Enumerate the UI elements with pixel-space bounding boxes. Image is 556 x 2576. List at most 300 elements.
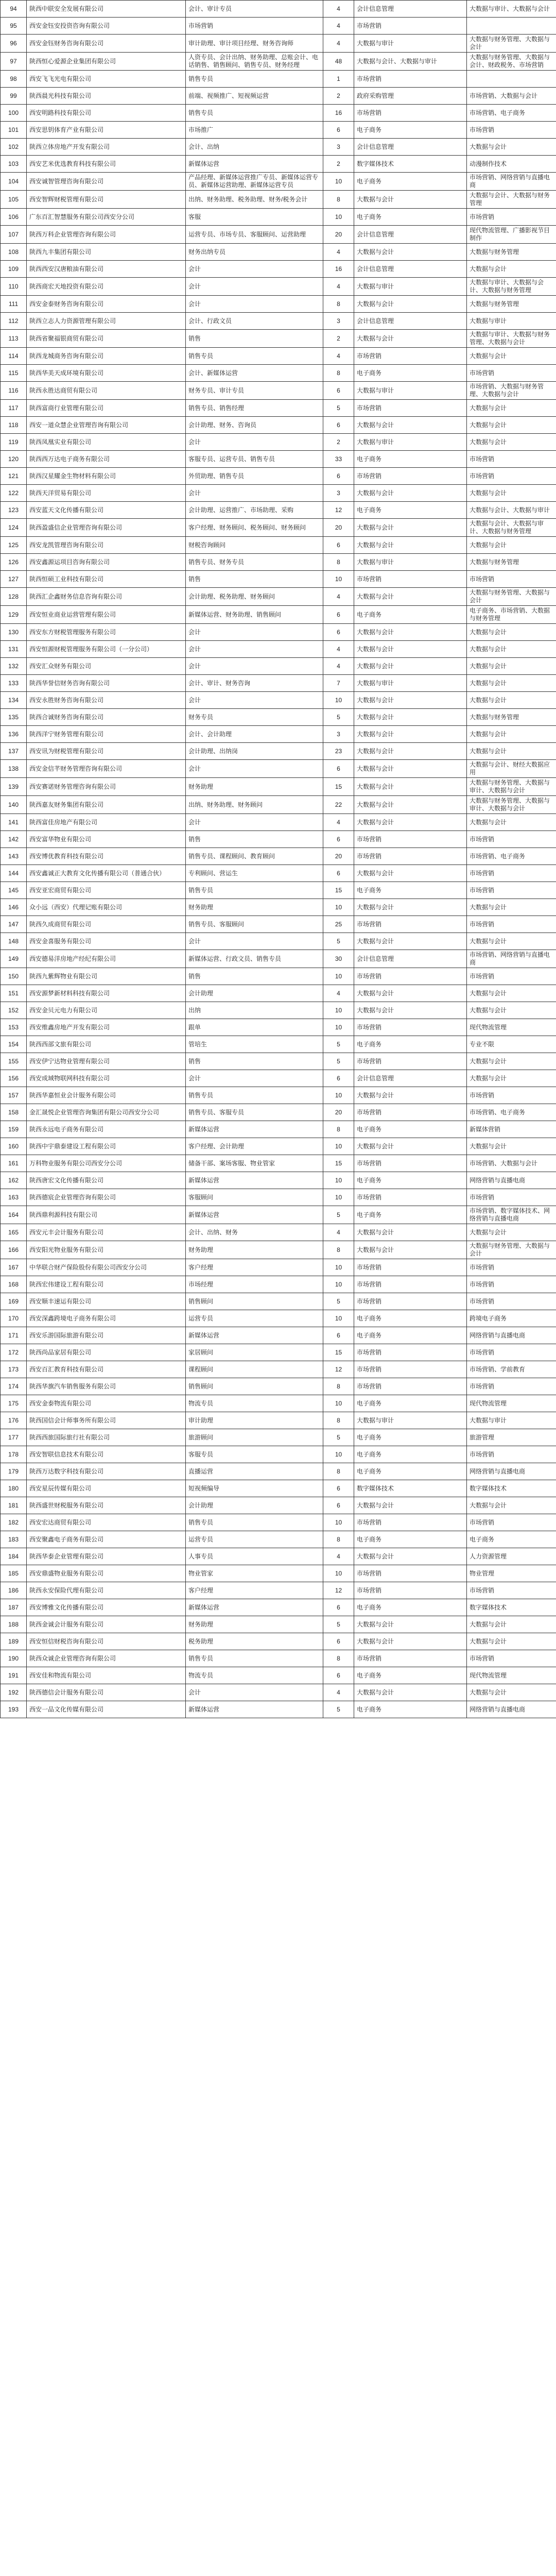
table-row	[1, 1019, 556, 1036]
cell-primary-major: 大数据与会计	[354, 778, 467, 796]
cell-row-number: 138	[1, 760, 27, 778]
cell-position-titles: 课程顾问	[186, 1361, 323, 1378]
cell-related-majors: 专业不限	[467, 1036, 556, 1053]
table-row	[1, 261, 556, 278]
cell-row-number: 154	[1, 1036, 27, 1053]
table-row	[1, 675, 556, 692]
cell-company-name: 陕西凤凰实业有限公司	[27, 434, 186, 451]
cell-company-name: 陕西恒硕工业科技有限公司	[27, 571, 186, 588]
cell-related-majors: 大数据与会计、大数据与财务管理	[467, 191, 556, 209]
cell-position-titles: 新媒体运营	[186, 1599, 323, 1616]
cell-primary-major: 市场营销	[354, 1582, 467, 1599]
cell-company-name: 陕西西旅国际旅行社有限公司	[27, 1429, 186, 1446]
cell-primary-major: 电子商务	[354, 606, 467, 624]
cell-related-majors: 大数据与审计、大数据与会计、大数据与财务管理	[467, 278, 556, 296]
cell-row-number: 122	[1, 485, 27, 502]
cell-company-name: 陕西万达数字科技有限公司	[27, 1463, 186, 1480]
cell-company-name: 万科物业服务有限公司西安分公司	[27, 1155, 186, 1172]
table-row	[1, 1036, 556, 1053]
table-row	[1, 1344, 556, 1361]
cell-headcount: 5	[323, 1036, 354, 1053]
cell-row-number: 117	[1, 400, 27, 417]
cell-company-name: 西安赛诺财务管理咨询有限公司	[27, 778, 186, 796]
table-row	[1, 726, 556, 743]
cell-primary-major: 大数据与会计	[354, 899, 467, 916]
cell-headcount: 4	[323, 18, 354, 35]
cell-position-titles: 会计、出纳	[186, 139, 323, 156]
cell-row-number: 148	[1, 933, 27, 950]
cell-row-number: 165	[1, 1224, 27, 1241]
cell-related-majors: 物业管理	[467, 1565, 556, 1582]
table-row	[1, 1310, 556, 1327]
cell-related-majors: 市场营销	[467, 1259, 556, 1276]
cell-position-titles: 新媒体运营	[186, 156, 323, 173]
cell-position-titles: 客服顾问	[186, 1189, 323, 1206]
cell-position-titles: 销售	[186, 968, 323, 985]
cell-primary-major: 市场营销	[354, 916, 467, 933]
cell-headcount: 6	[323, 122, 354, 139]
cell-position-titles: 会计助理、税务助理、财务顾问	[186, 588, 323, 606]
cell-headcount: 20	[323, 848, 354, 865]
table-row	[1, 1582, 556, 1599]
table-row	[1, 1206, 556, 1224]
cell-primary-major: 电子商务	[354, 365, 467, 382]
cell-headcount: 2	[323, 330, 354, 348]
cell-related-majors	[467, 71, 556, 88]
cell-headcount: 6	[323, 468, 354, 485]
cell-related-majors: 大数据与审计、大数据与会计	[467, 1, 556, 18]
cell-related-majors: 市场营销、电子商务	[467, 848, 556, 865]
table-row	[1, 1446, 556, 1463]
cell-headcount: 10	[323, 1565, 354, 1582]
cell-related-majors: 现代物流管理	[467, 1019, 556, 1036]
cell-related-majors: 市场营销	[467, 1344, 556, 1361]
cell-headcount: 23	[323, 743, 354, 760]
cell-company-name: 金汇晟悦企业管理咨询集团有限公司西安分公司	[27, 1104, 186, 1121]
cell-position-titles: 新媒体运营、财务助理、销售顾问	[186, 606, 323, 624]
table-row	[1, 365, 556, 382]
cell-related-majors: 数字媒体技术	[467, 1480, 556, 1497]
cell-headcount: 16	[323, 105, 354, 122]
cell-related-majors: 市场营销	[467, 1514, 556, 1531]
cell-primary-major: 市场营销	[354, 1650, 467, 1667]
cell-row-number: 188	[1, 1616, 27, 1633]
table-row	[1, 35, 556, 53]
cell-related-majors: 大数据与会计	[467, 261, 556, 278]
cell-position-titles: 物业管家	[186, 1565, 323, 1582]
cell-row-number: 98	[1, 71, 27, 88]
cell-headcount: 6	[323, 1480, 354, 1497]
cell-row-number: 94	[1, 1, 27, 18]
cell-row-number: 169	[1, 1293, 27, 1310]
cell-company-name: 陕西富佳房地产有限公司	[27, 814, 186, 831]
cell-row-number: 175	[1, 1395, 27, 1412]
cell-company-name: 西安一道众慧企业管理咨询有限公司	[27, 417, 186, 434]
cell-position-titles: 管培生	[186, 1036, 323, 1053]
cell-position-titles: 会计助理	[186, 1497, 323, 1514]
cell-related-majors: 市场营销、数字媒体技术、网络营销与直播电商	[467, 1206, 556, 1224]
cell-company-name: 陕西汉星耀金生物材料有限公司	[27, 468, 186, 485]
cell-company-name: 西安金信芊财务管理咨询有限公司	[27, 760, 186, 778]
table-row	[1, 606, 556, 624]
cell-row-number: 136	[1, 726, 27, 743]
cell-headcount: 16	[323, 261, 354, 278]
cell-related-majors: 市场营销、电子商务	[467, 1104, 556, 1121]
cell-position-titles: 销售专员	[186, 71, 323, 88]
cell-primary-major: 会计信息管理	[354, 313, 467, 330]
cell-related-majors: 大数据与会计	[467, 485, 556, 502]
cell-company-name: 陕西宏伟建设工程有限公司	[27, 1276, 186, 1293]
cell-position-titles: 出纳、财务助理、财务顾问	[186, 796, 323, 814]
table-row	[1, 571, 556, 588]
cell-headcount: 33	[323, 451, 354, 468]
cell-position-titles: 会计	[186, 1070, 323, 1087]
cell-row-number: 103	[1, 156, 27, 173]
cell-related-majors: 电子商务、市场营销、大数据与财务管理	[467, 606, 556, 624]
cell-position-titles: 会计助理、财务、咨询员	[186, 417, 323, 434]
table-row	[1, 968, 556, 985]
cell-related-majors: 市场营销、电子商务	[467, 105, 556, 122]
cell-headcount: 4	[323, 985, 354, 1002]
table-row	[1, 1361, 556, 1378]
cell-related-majors: 大数据与会计	[467, 933, 556, 950]
cell-headcount: 5	[323, 1293, 354, 1310]
table-row	[1, 88, 556, 105]
cell-related-majors: 现代物流管理	[467, 1395, 556, 1412]
table-row	[1, 1480, 556, 1497]
cell-related-majors: 大数据与会计	[467, 692, 556, 709]
cell-related-majors: 人力资源管理	[467, 1548, 556, 1565]
cell-related-majors: 市场营销	[467, 1378, 556, 1395]
cell-row-number: 133	[1, 675, 27, 692]
table-row	[1, 18, 556, 35]
cell-row-number: 146	[1, 899, 27, 916]
table-row	[1, 1514, 556, 1531]
cell-related-majors: 网络营销与直播电商	[467, 1701, 556, 1718]
cell-headcount: 20	[323, 1104, 354, 1121]
cell-related-majors: 跨境电子商务	[467, 1310, 556, 1327]
cell-headcount: 8	[323, 1412, 354, 1429]
table-row	[1, 1412, 556, 1429]
table-row	[1, 933, 556, 950]
cell-related-majors: 大数据与会计	[467, 675, 556, 692]
cell-primary-major: 电子商务	[354, 502, 467, 519]
cell-primary-major: 市场营销	[354, 1378, 467, 1395]
cell-company-name: 陕西万科企业管理咨询有限公司	[27, 226, 186, 244]
cell-position-titles: 出纳、财务助理、税务助理、财务/税务会计	[186, 191, 323, 209]
cell-headcount: 6	[323, 624, 354, 641]
cell-primary-major: 电子商务	[354, 173, 467, 191]
cell-position-titles: 会计	[186, 624, 323, 641]
cell-primary-major: 市场营销	[354, 571, 467, 588]
table-row	[1, 1002, 556, 1019]
cell-row-number: 102	[1, 139, 27, 156]
cell-company-name: 众小远（西安）代理记账有限公司	[27, 899, 186, 916]
cell-headcount: 4	[323, 588, 354, 606]
cell-headcount: 6	[323, 1599, 354, 1616]
cell-row-number: 160	[1, 1138, 27, 1155]
cell-primary-major: 大数据与会计	[354, 1616, 467, 1633]
cell-row-number: 139	[1, 778, 27, 796]
cell-company-name: 西安智辉财税管理有限公司	[27, 191, 186, 209]
cell-company-name: 陕西九丰集团有限公司	[27, 244, 186, 261]
cell-row-number: 176	[1, 1412, 27, 1429]
cell-headcount: 25	[323, 916, 354, 933]
cell-row-number: 157	[1, 1087, 27, 1104]
cell-headcount: 6	[323, 537, 354, 554]
cell-primary-major: 大数据与会计	[354, 1138, 467, 1155]
cell-row-number: 174	[1, 1378, 27, 1395]
table-row	[1, 1565, 556, 1582]
table-row	[1, 796, 556, 814]
cell-company-name: 陕西盈盛信企业管理咨询有限公司	[27, 519, 186, 537]
cell-related-majors: 网络营销与直播电商	[467, 1463, 556, 1480]
cell-position-titles: 市场推广	[186, 122, 323, 139]
cell-company-name: 西安金贝元电力有限公司	[27, 1002, 186, 1019]
cell-company-name: 陕西西安汉唐粮油有限公司	[27, 261, 186, 278]
table-row	[1, 1155, 556, 1172]
cell-position-titles: 人资专员、会计出纳、财务助理、总账会计、电话销售、销售顾问、销售专员、财务经理	[186, 53, 323, 71]
cell-position-titles: 销售专员	[186, 348, 323, 365]
cell-headcount: 20	[323, 519, 354, 537]
cell-headcount: 10	[323, 571, 354, 588]
cell-primary-major: 大数据与审计	[354, 278, 467, 296]
cell-position-titles: 新媒体运营	[186, 1327, 323, 1344]
cell-position-titles: 会计	[186, 278, 323, 296]
cell-position-titles: 销售专员	[186, 882, 323, 899]
table-row	[1, 71, 556, 88]
table-row	[1, 814, 556, 831]
cell-primary-major: 市场营销	[354, 1514, 467, 1531]
cell-primary-major: 大数据与审计	[354, 675, 467, 692]
table-row	[1, 1548, 556, 1565]
cell-primary-major: 大数据与会计	[354, 296, 467, 313]
cell-position-titles: 人事专员	[186, 1548, 323, 1565]
cell-company-name: 西安一品文化传媒有限公司	[27, 1701, 186, 1718]
cell-related-majors: 市场营销	[467, 831, 556, 848]
cell-primary-major: 政府采购管理	[354, 88, 467, 105]
table-row	[1, 1463, 556, 1480]
cell-primary-major: 市场营销	[354, 1565, 467, 1582]
cell-primary-major: 大数据与会计	[354, 743, 467, 760]
cell-headcount: 8	[323, 365, 354, 382]
cell-row-number: 100	[1, 105, 27, 122]
cell-related-majors: 大数据与会计	[467, 1224, 556, 1241]
cell-related-majors: 现代物流管理、广播影视节目制作	[467, 226, 556, 244]
cell-position-titles: 会计	[186, 814, 323, 831]
cell-company-name: 西安金泰财务咨询有限公司	[27, 296, 186, 313]
cell-position-titles: 会计	[186, 434, 323, 451]
cell-related-majors: 大数据与会计	[467, 400, 556, 417]
cell-headcount: 10	[323, 899, 354, 916]
cell-primary-major: 电子商务	[354, 1667, 467, 1684]
cell-headcount: 7	[323, 675, 354, 692]
table-row	[1, 434, 556, 451]
cell-headcount: 12	[323, 502, 354, 519]
cell-related-majors: 大数据与财务管理	[467, 554, 556, 571]
cell-row-number: 95	[1, 18, 27, 35]
cell-company-name: 西安恒源财税管理服务有限公司（一分公司）	[27, 641, 186, 658]
cell-primary-major: 市场营销	[354, 1344, 467, 1361]
cell-company-name: 陕西立体房地产开发有限公司	[27, 139, 186, 156]
cell-related-majors: 市场营销	[467, 1293, 556, 1310]
cell-company-name: 西安顺丰速运有限公司	[27, 1293, 186, 1310]
table-row	[1, 1616, 556, 1633]
cell-primary-major: 大数据与会计	[354, 726, 467, 743]
cell-headcount: 12	[323, 1361, 354, 1378]
table-row	[1, 848, 556, 865]
cell-primary-major: 市场营销	[354, 1293, 467, 1310]
cell-primary-major: 大数据与审计	[354, 35, 467, 53]
cell-headcount: 8	[323, 1463, 354, 1480]
cell-primary-major: 数字媒体技术	[354, 1480, 467, 1497]
cell-position-titles: 出纳	[186, 1002, 323, 1019]
table-row	[1, 899, 556, 916]
cell-headcount: 5	[323, 709, 354, 726]
table-row	[1, 1121, 556, 1138]
cell-headcount: 3	[323, 139, 354, 156]
table-row	[1, 1667, 556, 1684]
cell-primary-major: 大数据与会计	[354, 417, 467, 434]
cell-row-number: 147	[1, 916, 27, 933]
cell-row-number: 113	[1, 330, 27, 348]
cell-position-titles: 产品经理、新媒体运营推广专员、新媒体运营专员、新媒体运营助理、新媒体运营专员	[186, 173, 323, 191]
cell-related-majors: 大数据与会计	[467, 814, 556, 831]
cell-primary-major: 大数据与审计	[354, 1412, 467, 1429]
cell-row-number: 119	[1, 434, 27, 451]
cell-company-name: 陕西省聚福银商贸有限公司	[27, 330, 186, 348]
cell-related-majors: 市场营销	[467, 865, 556, 882]
table-row	[1, 451, 556, 468]
cell-company-name: 西安诚智管理咨询有限公司	[27, 173, 186, 191]
cell-headcount: 4	[323, 814, 354, 831]
cell-position-titles: 会计	[186, 760, 323, 778]
cell-position-titles: 销售	[186, 571, 323, 588]
cell-headcount: 8	[323, 1378, 354, 1395]
cell-headcount: 10	[323, 1019, 354, 1036]
table-row	[1, 330, 556, 348]
table-row	[1, 1378, 556, 1395]
cell-position-titles: 会计、出纳、财务	[186, 1224, 323, 1241]
cell-company-name: 陕西华誉信财务咨询有限公司	[27, 675, 186, 692]
table-row	[1, 916, 556, 933]
cell-primary-major: 大数据与会计	[354, 1633, 467, 1650]
cell-position-titles: 前端、视频推广、短视频运营	[186, 88, 323, 105]
cell-related-majors: 大数据与财务管理、大数据与审计、大数据与会计	[467, 778, 556, 796]
cell-row-number: 96	[1, 35, 27, 53]
cell-position-titles: 会计、行政文员	[186, 313, 323, 330]
cell-company-name: 西安金喜服务有限公司	[27, 933, 186, 950]
cell-row-number: 163	[1, 1189, 27, 1206]
cell-company-name: 西安鼎盛物业服务有限公司	[27, 1565, 186, 1582]
cell-row-number: 121	[1, 468, 27, 485]
cell-company-name: 陕西国信会计师事务所有限公司	[27, 1412, 186, 1429]
cell-related-majors: 市场营销	[467, 1087, 556, 1104]
cell-company-name: 西安金钰安投资咨询有限公司	[27, 18, 186, 35]
cell-related-majors: 市场营销	[467, 365, 556, 382]
cell-position-titles: 会计	[186, 692, 323, 709]
cell-company-name: 西安鑫诚正大教育文化传播有限公司（普通合伙）	[27, 865, 186, 882]
cell-primary-major: 大数据与会计	[354, 985, 467, 1002]
cell-headcount: 10	[323, 209, 354, 226]
cell-company-name: 西安聚鑫电子商务有限公司	[27, 1531, 186, 1548]
cell-company-name: 陕西众诚企业管理咨询有限公司	[27, 1650, 186, 1667]
cell-headcount: 4	[323, 244, 354, 261]
cell-position-titles: 财务出纳专员	[186, 244, 323, 261]
cell-position-titles: 物流专员	[186, 1667, 323, 1684]
cell-primary-major: 市场营销	[354, 831, 467, 848]
cell-related-majors: 大数据与会计	[467, 1138, 556, 1155]
cell-related-majors: 大数据与会计	[467, 1053, 556, 1070]
cell-position-titles: 销售专员	[186, 1650, 323, 1667]
cell-position-titles: 新媒体运营	[186, 1121, 323, 1138]
cell-primary-major: 大数据与会计	[354, 519, 467, 537]
cell-row-number: 115	[1, 365, 27, 382]
cell-company-name: 陕西金诚会计服务有限公司	[27, 1616, 186, 1633]
cell-position-titles: 会计	[186, 658, 323, 675]
cell-position-titles: 会计、新媒体运营	[186, 365, 323, 382]
cell-company-name: 西安明路科技有限公司	[27, 105, 186, 122]
table-row	[1, 1087, 556, 1104]
cell-headcount: 3	[323, 313, 354, 330]
cell-company-name: 西安亚宏商贸有限公司	[27, 882, 186, 899]
table-row	[1, 537, 556, 554]
cell-primary-major: 市场营销	[354, 1189, 467, 1206]
cell-row-number: 97	[1, 53, 27, 71]
cell-related-majors: 大数据与财务管理	[467, 244, 556, 261]
cell-related-majors: 大数据与财务管理、大数据与会计	[467, 588, 556, 606]
cell-row-number: 116	[1, 382, 27, 400]
cell-primary-major: 电子商务	[354, 1172, 467, 1189]
cell-related-majors: 市场营销	[467, 209, 556, 226]
cell-primary-major: 数字媒体技术	[354, 156, 467, 173]
cell-headcount: 4	[323, 641, 354, 658]
cell-company-name: 陕西嘉友财务集团有限公司	[27, 796, 186, 814]
cell-company-name: 陕西合诚财务咨询有限公司	[27, 709, 186, 726]
table-row	[1, 1293, 556, 1310]
cell-headcount: 8	[323, 296, 354, 313]
cell-company-name: 西安汇众财务有限公司	[27, 658, 186, 675]
cell-company-name: 西安智联信息技术有限公司	[27, 1446, 186, 1463]
cell-row-number: 168	[1, 1276, 27, 1293]
cell-primary-major: 会计信息管理	[354, 226, 467, 244]
cell-company-name: 西安阳光物业服务有限公司	[27, 1241, 186, 1259]
cell-related-majors: 大数据与财务管理、大数据与会计、财政税务、市场营销	[467, 53, 556, 71]
cell-headcount: 10	[323, 1138, 354, 1155]
cell-company-name: 陕西永胜达商贸有限公司	[27, 382, 186, 400]
table-row	[1, 1070, 556, 1087]
cell-related-majors: 市场营销、大数据与财务管理、大数据与会计	[467, 382, 556, 400]
cell-headcount: 30	[323, 950, 354, 968]
cell-primary-major: 大数据与会计	[354, 1684, 467, 1701]
cell-position-titles: 销售专员、课程顾问、教育顾问	[186, 848, 323, 865]
cell-position-titles: 销售专员	[186, 105, 323, 122]
cell-row-number: 173	[1, 1361, 27, 1378]
table-row	[1, 1701, 556, 1718]
cell-position-titles: 客户经理、会计助理	[186, 1138, 323, 1155]
table-row	[1, 139, 556, 156]
cell-primary-major: 电子商务	[354, 1206, 467, 1224]
cell-headcount: 10	[323, 692, 354, 709]
cell-company-name: 西安思钥体育产业有限公司	[27, 122, 186, 139]
cell-position-titles: 销售专员、财务专员	[186, 554, 323, 571]
table-row	[1, 485, 556, 502]
cell-headcount: 10	[323, 1395, 354, 1412]
cell-primary-major: 大数据与会计	[354, 330, 467, 348]
cell-primary-major: 电子商务	[354, 451, 467, 468]
cell-row-number: 149	[1, 950, 27, 968]
cell-row-number: 179	[1, 1463, 27, 1480]
